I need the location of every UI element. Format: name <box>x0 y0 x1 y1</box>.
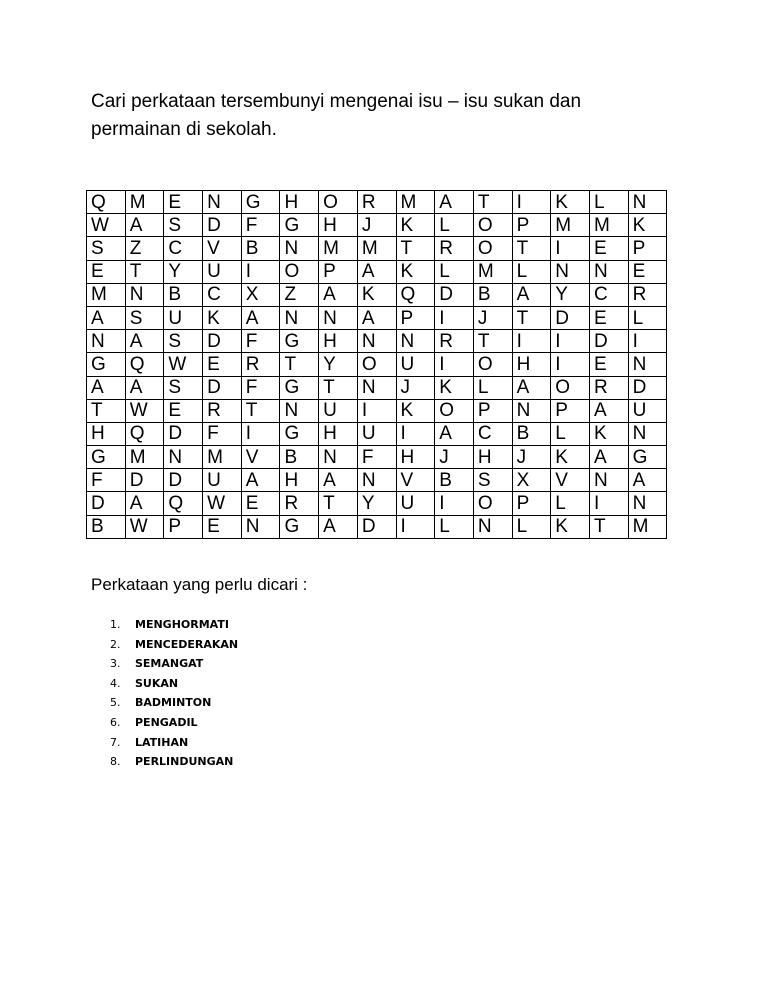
grid-cell: E <box>241 492 280 515</box>
grid-cell: S <box>164 376 203 399</box>
grid-cell: Q <box>87 191 126 214</box>
grid-cell: N <box>241 515 280 538</box>
grid-cell: A <box>125 214 164 237</box>
grid-cell: A <box>357 260 396 283</box>
grid-cell: I <box>551 330 590 353</box>
grid-cell: A <box>512 283 551 306</box>
grid-cell: T <box>87 399 126 422</box>
grid-cell: T <box>512 237 551 260</box>
grid-cell: N <box>589 260 628 283</box>
grid-cell: I <box>589 492 628 515</box>
grid-cell: N <box>164 446 203 469</box>
grid-cell: G <box>87 353 126 376</box>
grid-cell: Q <box>396 283 435 306</box>
list-item-number: 2. <box>110 637 121 651</box>
grid-cell: O <box>357 353 396 376</box>
grid-cell: M <box>589 214 628 237</box>
grid-cell: I <box>551 237 590 260</box>
grid-cell: N <box>319 446 358 469</box>
grid-cell: O <box>473 214 512 237</box>
grid-cell: M <box>473 260 512 283</box>
grid-cell: D <box>589 330 628 353</box>
grid-cell: J <box>396 376 435 399</box>
grid-cell: M <box>125 446 164 469</box>
list-item-number: 4. <box>110 676 121 690</box>
grid-cell: H <box>396 446 435 469</box>
list-item <box>110 693 238 713</box>
grid-cell: S <box>87 237 126 260</box>
grid-cell: G <box>280 330 319 353</box>
grid-cell: M <box>357 237 396 260</box>
grid-cell: S <box>164 214 203 237</box>
grid-cell: Z <box>280 283 319 306</box>
grid-cell: U <box>319 399 358 422</box>
grid-cell: T <box>396 237 435 260</box>
grid-cell: B <box>435 469 474 492</box>
grid-cell: S <box>473 469 512 492</box>
grid-cell: N <box>551 260 590 283</box>
grid-cell: X <box>241 283 280 306</box>
grid-cell: E <box>589 353 628 376</box>
grid-cell: R <box>435 237 474 260</box>
list-item-word: SEMANGAT <box>135 657 204 671</box>
grid-cell: K <box>396 399 435 422</box>
grid-cell: L <box>551 422 590 445</box>
grid-row <box>87 330 667 353</box>
grid-cell: R <box>628 283 667 306</box>
grid-cell: C <box>473 422 512 445</box>
grid-cell: E <box>589 237 628 260</box>
grid-cell: T <box>319 492 358 515</box>
grid-row <box>87 353 667 376</box>
grid-cell: D <box>203 330 242 353</box>
grid-cell: E <box>589 306 628 329</box>
grid-cell: O <box>473 492 512 515</box>
list-item-word: PERLINDUNGAN <box>135 755 234 769</box>
grid-cell: N <box>280 399 319 422</box>
grid-cell: R <box>203 399 242 422</box>
grid-cell: I <box>435 492 474 515</box>
grid-cell: A <box>589 399 628 422</box>
grid-cell: N <box>473 515 512 538</box>
word-list <box>110 615 238 772</box>
list-item-word: SUKAN <box>135 676 179 690</box>
grid-cell: U <box>396 353 435 376</box>
grid-cell: H <box>319 214 358 237</box>
grid-cell: F <box>203 422 242 445</box>
grid-cell: Q <box>125 353 164 376</box>
grid-cell: T <box>125 260 164 283</box>
grid-cell: I <box>628 330 667 353</box>
grid-row <box>87 191 667 214</box>
grid-cell: B <box>473 283 512 306</box>
grid-cell: K <box>551 191 590 214</box>
grid-cell: M <box>551 214 590 237</box>
grid-cell: Q <box>125 422 164 445</box>
grid-cell: C <box>203 283 242 306</box>
grid-cell: L <box>473 376 512 399</box>
grid-cell: T <box>241 399 280 422</box>
grid-cell: N <box>512 399 551 422</box>
grid-cell: I <box>396 515 435 538</box>
grid-cell: E <box>87 260 126 283</box>
grid-cell: O <box>319 191 358 214</box>
grid-cell: G <box>280 422 319 445</box>
grid-cell: K <box>551 446 590 469</box>
grid-cell: L <box>589 191 628 214</box>
grid-cell: R <box>589 376 628 399</box>
grid-cell: D <box>357 515 396 538</box>
list-item-number: 7. <box>110 735 121 749</box>
grid-cell: G <box>87 446 126 469</box>
list-item <box>110 635 238 655</box>
grid-cell: R <box>357 191 396 214</box>
list-item <box>110 752 238 772</box>
grid-cell: A <box>125 376 164 399</box>
grid-cell: P <box>512 214 551 237</box>
grid-cell: A <box>435 422 474 445</box>
grid-cell: L <box>512 515 551 538</box>
grid-cell: H <box>473 446 512 469</box>
grid-cell: Y <box>357 492 396 515</box>
grid-cell: H <box>87 422 126 445</box>
grid-cell: A <box>628 469 667 492</box>
grid-cell: E <box>164 191 203 214</box>
grid-cell: B <box>280 446 319 469</box>
grid-cell: N <box>319 306 358 329</box>
grid-cell: O <box>280 260 319 283</box>
grid-cell: V <box>203 237 242 260</box>
grid-cell: O <box>473 237 512 260</box>
grid-cell: W <box>203 492 242 515</box>
grid-row <box>87 260 667 283</box>
grid-cell: D <box>203 214 242 237</box>
word-search-grid <box>86 190 667 539</box>
list-item-word: BADMINTON <box>135 696 212 710</box>
grid-cell: K <box>203 306 242 329</box>
grid-cell: A <box>241 306 280 329</box>
grid-cell: G <box>628 446 667 469</box>
grid-cell: I <box>435 306 474 329</box>
grid-cell: N <box>87 330 126 353</box>
grid-cell: A <box>319 283 358 306</box>
grid-cell: I <box>512 191 551 214</box>
grid-cell: K <box>628 214 667 237</box>
grid-cell: D <box>164 469 203 492</box>
list-item-word: LATIHAN <box>135 735 189 749</box>
grid-row <box>87 214 667 237</box>
grid-cell: A <box>125 492 164 515</box>
grid-cell: A <box>357 306 396 329</box>
grid-cell: A <box>435 191 474 214</box>
grid-cell: N <box>396 330 435 353</box>
grid-cell: P <box>164 515 203 538</box>
grid-cell: P <box>512 492 551 515</box>
grid-cell: C <box>589 283 628 306</box>
word-list-heading: Perkataan yang perlu dicari : <box>91 575 308 594</box>
grid-row <box>87 469 667 492</box>
grid-cell: W <box>87 214 126 237</box>
grid-cell: A <box>87 376 126 399</box>
grid-cell: F <box>241 330 280 353</box>
grid-cell: I <box>435 353 474 376</box>
grid-cell: T <box>473 191 512 214</box>
grid-cell: K <box>589 422 628 445</box>
grid-cell: G <box>280 515 319 538</box>
grid-cell: G <box>280 376 319 399</box>
grid-cell: I <box>396 422 435 445</box>
grid-cell: A <box>87 306 126 329</box>
grid-cell: A <box>319 515 358 538</box>
grid-cell: N <box>280 306 319 329</box>
grid-row <box>87 376 667 399</box>
grid-cell: U <box>164 306 203 329</box>
grid-cell: S <box>125 306 164 329</box>
grid-cell: M <box>396 191 435 214</box>
grid-cell: Y <box>164 260 203 283</box>
grid-row <box>87 492 667 515</box>
grid-cell: S <box>164 330 203 353</box>
grid-cell: H <box>512 353 551 376</box>
grid-row <box>87 399 667 422</box>
list-item-number: 8. <box>110 755 121 769</box>
grid-cell: A <box>319 469 358 492</box>
grid-cell: T <box>280 353 319 376</box>
grid-cell: D <box>164 422 203 445</box>
grid-cell: R <box>241 353 280 376</box>
grid-cell: I <box>241 260 280 283</box>
grid-cell: U <box>396 492 435 515</box>
grid-cell: U <box>357 422 396 445</box>
grid-cell: O <box>551 376 590 399</box>
grid-cell: T <box>319 376 358 399</box>
grid-cell: M <box>628 515 667 538</box>
grid-cell: N <box>589 469 628 492</box>
grid-cell: R <box>435 330 474 353</box>
grid-cell: J <box>357 214 396 237</box>
grid-cell: C <box>164 237 203 260</box>
grid-cell: E <box>203 515 242 538</box>
grid-cell: Y <box>551 283 590 306</box>
grid-cell: K <box>396 214 435 237</box>
grid-cell: B <box>512 422 551 445</box>
grid-cell: K <box>551 515 590 538</box>
list-item-word: PENGADIL <box>135 715 198 729</box>
grid-cell: Q <box>164 492 203 515</box>
grid-cell: I <box>512 330 551 353</box>
grid-cell: T <box>512 306 551 329</box>
grid-cell: I <box>551 353 590 376</box>
grid-cell: D <box>551 306 590 329</box>
grid-cell: T <box>473 330 512 353</box>
grid-cell: F <box>357 446 396 469</box>
grid-cell: A <box>512 376 551 399</box>
list-item-number: 6. <box>110 715 121 729</box>
grid-cell: T <box>589 515 628 538</box>
list-item-word: MENCEDERAKAN <box>135 637 239 651</box>
grid-cell: V <box>396 469 435 492</box>
grid-cell: J <box>473 306 512 329</box>
grid-row <box>87 283 667 306</box>
list-item <box>110 733 238 753</box>
grid-cell: F <box>241 214 280 237</box>
grid-cell: D <box>87 492 126 515</box>
grid-cell: A <box>241 469 280 492</box>
grid-cell: P <box>551 399 590 422</box>
grid-cell: D <box>628 376 667 399</box>
grid-cell: X <box>512 469 551 492</box>
grid-cell: D <box>203 376 242 399</box>
list-item-number: 5. <box>110 696 121 710</box>
grid-cell: D <box>435 283 474 306</box>
grid-cell: P <box>319 260 358 283</box>
grid-cell: V <box>241 446 280 469</box>
grid-cell: H <box>280 191 319 214</box>
grid-cell: J <box>435 446 474 469</box>
grid-cell: V <box>551 469 590 492</box>
list-item <box>110 615 238 635</box>
grid-cell: M <box>87 283 126 306</box>
grid-cell: P <box>396 306 435 329</box>
grid-cell: K <box>435 376 474 399</box>
grid-cell: P <box>473 399 512 422</box>
grid-cell: U <box>203 469 242 492</box>
grid-cell: L <box>435 214 474 237</box>
grid-cell: D <box>125 469 164 492</box>
grid-cell: U <box>628 399 667 422</box>
grid-cell: W <box>125 515 164 538</box>
grid-cell: N <box>203 191 242 214</box>
grid-cell: L <box>551 492 590 515</box>
grid-cell: I <box>241 422 280 445</box>
grid-cell: B <box>164 283 203 306</box>
grid-cell: E <box>628 260 667 283</box>
grid-cell: O <box>435 399 474 422</box>
grid-cell: L <box>435 515 474 538</box>
instructions-text: Cari perkataan tersembunyi mengenai isu – isu sukan dan permainan di sekolah. <box>91 91 582 140</box>
grid-cell: U <box>203 260 242 283</box>
grid-cell: P <box>628 237 667 260</box>
grid-cell: N <box>628 353 667 376</box>
grid-row <box>87 515 667 538</box>
grid-cell: G <box>280 214 319 237</box>
grid-cell: F <box>87 469 126 492</box>
grid-cell: K <box>396 260 435 283</box>
grid-cell: B <box>241 237 280 260</box>
grid-cell: L <box>628 306 667 329</box>
grid-cell: E <box>164 399 203 422</box>
grid-cell: M <box>319 237 358 260</box>
grid-cell: A <box>125 330 164 353</box>
list-item <box>110 654 238 674</box>
grid-cell: N <box>628 422 667 445</box>
grid-cell: N <box>628 492 667 515</box>
grid-cell: M <box>203 446 242 469</box>
grid-cell: F <box>241 376 280 399</box>
grid-cell: N <box>357 376 396 399</box>
grid-cell: O <box>473 353 512 376</box>
grid-cell: H <box>319 422 358 445</box>
grid-cell: Y <box>319 353 358 376</box>
list-item-number: 3. <box>110 657 121 671</box>
list-item <box>110 713 238 733</box>
grid-cell: R <box>280 492 319 515</box>
grid-cell: H <box>319 330 358 353</box>
list-item <box>110 674 238 694</box>
grid-cell: N <box>357 330 396 353</box>
grid-cell: N <box>125 283 164 306</box>
grid-row <box>87 306 667 329</box>
grid-cell: N <box>628 191 667 214</box>
list-item-number: 1. <box>110 618 121 631</box>
grid-cell: A <box>589 446 628 469</box>
grid-cell: J <box>512 446 551 469</box>
grid-cell: E <box>203 353 242 376</box>
grid-cell: L <box>435 260 474 283</box>
grid-cell: K <box>357 283 396 306</box>
grid-cell: W <box>125 399 164 422</box>
grid-row <box>87 446 667 469</box>
grid-row <box>87 422 667 445</box>
grid-cell: Z <box>125 237 164 260</box>
grid-cell: N <box>280 237 319 260</box>
grid-cell: L <box>512 260 551 283</box>
list-item-word: MENGHORMATI <box>135 618 229 631</box>
grid-cell: I <box>357 399 396 422</box>
grid-cell: W <box>164 353 203 376</box>
grid-row <box>87 237 667 260</box>
grid-cell: B <box>87 515 126 538</box>
grid-cell: H <box>280 469 319 492</box>
grid-cell: N <box>357 469 396 492</box>
grid-cell: M <box>125 191 164 214</box>
grid-cell: G <box>241 191 280 214</box>
